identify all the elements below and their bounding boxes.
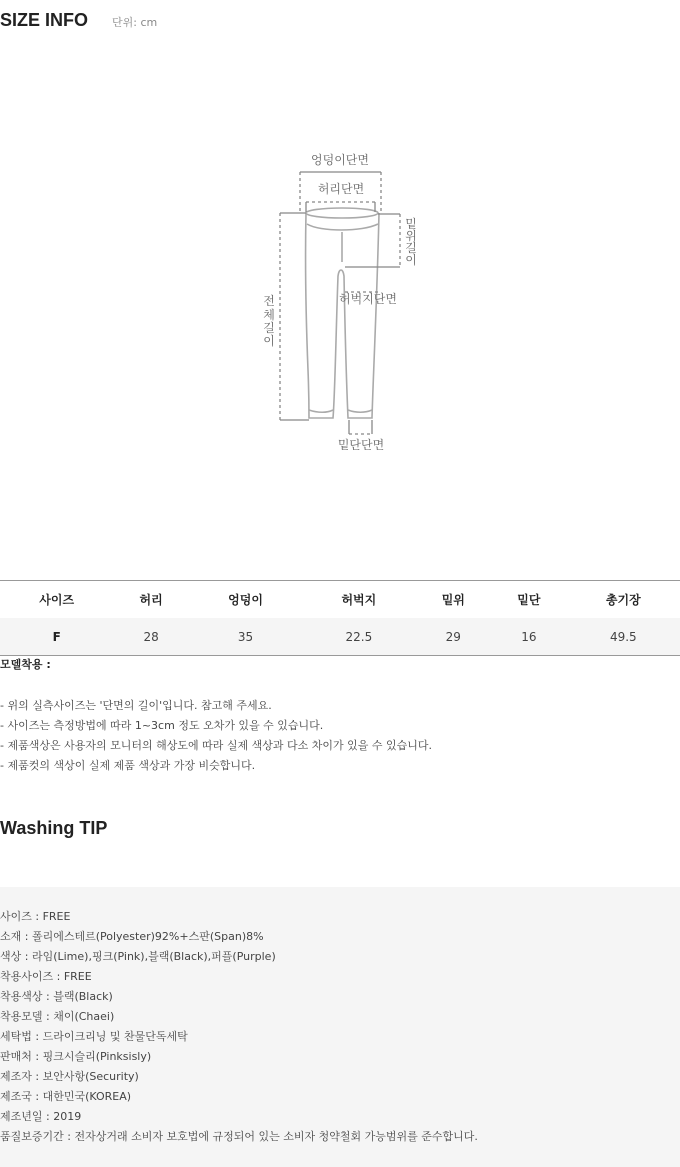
cell-hem: 16 bbox=[491, 618, 567, 656]
leggings-outline bbox=[306, 208, 379, 418]
note-item: - 사이즈는 측정방법에 따라 1~3cm 정도 오차가 있을 수 있습니다. bbox=[0, 719, 324, 732]
svg-text:체: 체 bbox=[263, 308, 275, 322]
header-hem: 밑단 bbox=[491, 581, 567, 619]
washing-tip-title: Washing TIP bbox=[0, 818, 108, 838]
info-item: 제조국 : 대한민국(KOREA) bbox=[0, 1090, 132, 1103]
header-length: 총기장 bbox=[567, 581, 680, 619]
info-item: 제조년일 : 2019 bbox=[0, 1110, 82, 1123]
info-item: 판매처 : 핑크시슬리(Pinksisly) bbox=[0, 1050, 152, 1063]
hip-label: 엉덩이단면 bbox=[311, 153, 369, 167]
product-info-list bbox=[0, 907, 478, 1147]
size-info-title: SIZE INFO bbox=[0, 10, 89, 30]
cell-length: 49.5 bbox=[567, 618, 680, 656]
waist-label: 허리단면 bbox=[317, 182, 365, 196]
info-item: 제조자 : 보안사항(Security) bbox=[0, 1070, 139, 1083]
info-item: 품질보증기간 : 전자상거래 소비자 보호법에 규정되어 있는 소비자 청약철회 가능범위를 준수합니다. bbox=[0, 1130, 478, 1143]
hem-label: 밑단단면 bbox=[337, 438, 385, 452]
size-info-header bbox=[0, 10, 157, 38]
header-hip: 엉덩이 bbox=[189, 581, 302, 619]
thigh-label: 허벅지단면 bbox=[339, 292, 397, 306]
cell-thigh: 22.5 bbox=[302, 618, 415, 656]
header-waist: 허리 bbox=[113, 581, 189, 619]
cell-waist: 28 bbox=[113, 618, 189, 656]
svg-text:이: 이 bbox=[405, 253, 417, 267]
note-item: - 제품색상은 사용자의 모니터의 해상도에 따라 실제 색상과 다소 차이가 있을 수 있습니다. bbox=[0, 739, 432, 752]
info-item: 세탁법 : 드라이크리닝 및 찬물단독세탁 bbox=[0, 1030, 188, 1043]
model-wearing-label: 모델착용 : bbox=[0, 658, 51, 671]
svg-text:길: 길 bbox=[405, 241, 417, 255]
info-item: 사이즈 : FREE bbox=[0, 910, 71, 923]
info-item: 착용모델 : 채이(Chaei) bbox=[0, 1010, 115, 1023]
size-table-header-row bbox=[0, 581, 680, 619]
total-length-label bbox=[263, 293, 275, 348]
info-item: 착용색상 : 블랙(Black) bbox=[0, 990, 113, 1003]
info-item: 소재 : 폴리에스테르(Polyester)92%+스판(Span)8% bbox=[0, 930, 264, 943]
header-size: 사이즈 bbox=[0, 581, 113, 619]
header-thigh: 허벅지 bbox=[302, 581, 415, 619]
svg-text:밑: 밑 bbox=[405, 217, 417, 231]
cell-size: F bbox=[0, 618, 113, 656]
size-unit-label: 단위: cm bbox=[112, 16, 158, 29]
info-item: 착용사이즈 : FREE bbox=[0, 970, 92, 983]
svg-text:전: 전 bbox=[263, 294, 275, 308]
svg-text:위: 위 bbox=[405, 229, 417, 243]
leggings-measurement-diagram bbox=[0, 140, 680, 470]
svg-text:이: 이 bbox=[263, 334, 275, 348]
note-item: - 위의 실측사이즈는 '단면의 길이'입니다. 참고해 주세요. bbox=[0, 699, 272, 712]
size-notes bbox=[0, 696, 432, 776]
note-item: - 제품컷의 색상이 실제 제품 색상과 가장 비슷합니다. bbox=[0, 759, 256, 772]
size-table bbox=[0, 580, 680, 656]
header-rise: 밑위 bbox=[416, 581, 492, 619]
table-row bbox=[0, 618, 680, 656]
product-info-box bbox=[0, 887, 680, 1167]
rise-label bbox=[405, 216, 417, 267]
info-item: 색상 : 라임(Lime),핑크(Pink),블랙(Black),퍼플(Purple) bbox=[0, 950, 276, 963]
cell-rise: 29 bbox=[416, 618, 492, 656]
svg-text:길: 길 bbox=[263, 321, 275, 335]
cell-hip: 35 bbox=[189, 618, 302, 656]
